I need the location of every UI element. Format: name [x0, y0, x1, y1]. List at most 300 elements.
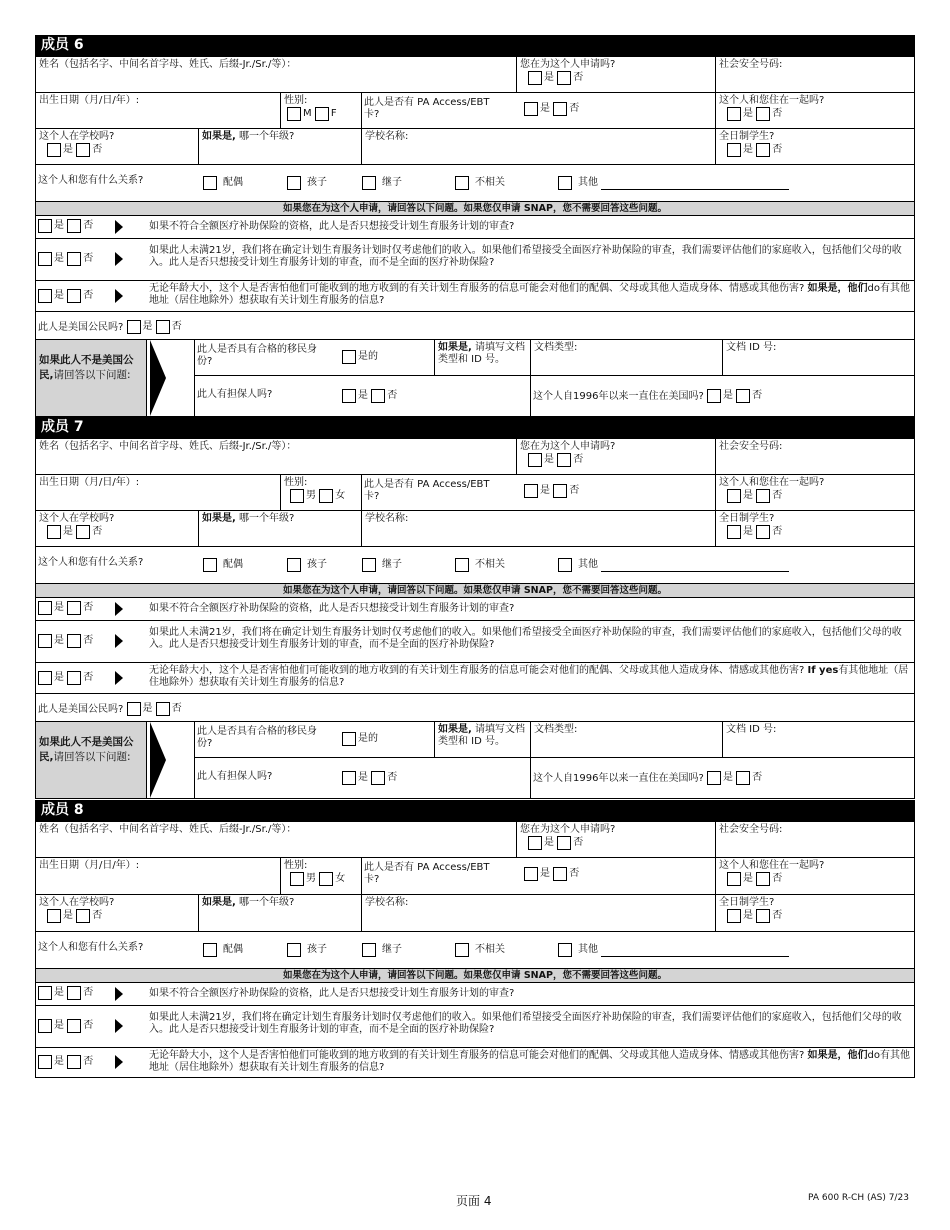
non-citizen-text: 请回答以下问题:	[53, 751, 131, 763]
lives-with-label: 这个人和您住在一起吗?	[719, 860, 825, 871]
q1-no-checkbox[interactable]	[67, 601, 81, 615]
sponsor-no-checkbox[interactable]	[371, 771, 385, 785]
gender-field	[280, 474, 362, 511]
in-school-label: 这个人在学校吗?	[39, 513, 115, 524]
rel-other-input[interactable]	[601, 947, 789, 957]
rel-other-checkbox[interactable]	[558, 943, 572, 957]
in-school-yes-checkbox[interactable]	[47, 525, 61, 539]
gender-f-checkbox[interactable]	[319, 872, 333, 886]
yes-label: 是	[63, 144, 73, 155]
name-field[interactable]	[35, 821, 517, 858]
q3-text: 无论年龄大小，这个人是否害怕他们可能收到的地方收到的有关计划生育服务的信息可能会对他们的配偶、父母或其他人造成身体、情感或其他伤害?	[149, 283, 805, 294]
since1996-yes-checkbox[interactable]	[707, 771, 721, 785]
ssn-field[interactable]	[715, 56, 915, 93]
rel-unrelated-checkbox[interactable]	[455, 176, 469, 190]
rel-unrelated-checkbox[interactable]	[455, 558, 469, 572]
in-school-no-checkbox[interactable]	[76, 525, 90, 539]
no-label: 否	[772, 526, 783, 537]
ebt-no-checkbox[interactable]	[553, 484, 567, 498]
citizen-row	[35, 693, 915, 722]
q3-row	[35, 1047, 915, 1078]
ebt-label: 此人是否有 PA Access/EBT 卡?	[364, 479, 490, 502]
rel-stepchild-label: 继子	[382, 944, 402, 955]
applying-field	[516, 56, 716, 93]
yes-label: 是	[54, 253, 64, 264]
grade-label: 哪一个年级?	[235, 513, 295, 524]
non-citizen-bold: 如果此人不是美国公民,	[39, 354, 134, 381]
no-label: 否	[772, 108, 783, 119]
no-label: 否	[772, 873, 783, 884]
rel-child-checkbox[interactable]	[287, 558, 301, 572]
citizen-label: 此人是美国公民吗?	[38, 322, 124, 333]
rel-spouse-checkbox[interactable]	[203, 176, 217, 190]
lives-with-no-checkbox[interactable]	[756, 107, 770, 121]
rel-child-label: 孩子	[307, 559, 327, 570]
member-7-section	[35, 417, 915, 799]
applying-label: 您在为这个人申请吗?	[520, 824, 616, 835]
yes-label: 是	[743, 526, 753, 537]
q2-text: 如果此人未满21岁，我们将在确定计划生育服务计划时仅考虑他们的收入。如果他们希望接受全面医疗补助保险的审查，我们需要评估他们的家庭收入，包括他们父母的收入。此人是否只想接受计划生育服务计划的审查，而不是全面的医疗补助保险?	[149, 245, 902, 268]
yes-label: 是	[142, 703, 153, 714]
citizen-row	[35, 311, 915, 340]
applying-field	[516, 438, 716, 475]
citizen-yes-checkbox[interactable]	[127, 320, 141, 334]
q1-row	[35, 597, 915, 621]
sponsor-label: 此人有担保人吗?	[197, 389, 273, 400]
q2-row	[35, 1005, 915, 1048]
gender-m-checkbox[interactable]	[287, 107, 301, 121]
rel-other-checkbox[interactable]	[558, 558, 572, 572]
ebt-yes-checkbox[interactable]	[524, 484, 538, 498]
q2-row	[35, 620, 915, 663]
q3-bold: 如果是，他们	[807, 283, 868, 294]
ebt-yes-checkbox[interactable]	[524, 102, 538, 116]
doc-bold: 如果是,	[438, 724, 472, 735]
q3-yes-checkbox[interactable]	[38, 1055, 52, 1069]
dob-label: 出生日期（月/日/年）:	[39, 860, 140, 871]
yes-label: 是	[743, 910, 753, 921]
lives-with-yes-checkbox[interactable]	[727, 872, 741, 886]
full-time-no-checkbox[interactable]	[756, 525, 770, 539]
gender-m-checkbox[interactable]	[290, 489, 304, 503]
immigrant-yes-checkbox[interactable]	[342, 350, 356, 364]
no-label: 否	[83, 987, 94, 998]
in-school-label: 这个人在学校吗?	[39, 897, 115, 908]
arrow-icon	[115, 987, 123, 1001]
no-label: 否	[573, 837, 584, 848]
citizen-no-checkbox[interactable]	[156, 320, 170, 334]
rel-stepchild-checkbox[interactable]	[362, 943, 376, 957]
full-time-yes-checkbox[interactable]	[727, 909, 741, 923]
sponsor-field	[194, 375, 531, 417]
dob-field[interactable]	[35, 857, 281, 895]
q3-yes-checkbox[interactable]	[38, 671, 52, 685]
immigrant-yes-checkbox[interactable]	[342, 732, 356, 746]
school-name-field[interactable]	[361, 128, 716, 165]
applying-field	[516, 821, 716, 858]
rel-unrelated-checkbox[interactable]	[455, 943, 469, 957]
grade-field[interactable]	[198, 510, 362, 547]
yes-label: 是	[54, 672, 64, 683]
q2-text: 如果此人未满21岁，我们将在确定计划生育服务计划时仅考虑他们的收入。如果他们希望接受全面医疗补助保险的审查，我们需要评估他们的家庭收入，包括他们父母的收入。此人是否只想接受计划生育服务计划的审查，而不是全面的医疗补助保险?	[149, 1012, 902, 1035]
no-label: 否	[83, 290, 94, 301]
q2-no-checkbox[interactable]	[67, 634, 81, 648]
grade-label-bold: 如果是,	[202, 897, 236, 908]
in-school-no-checkbox[interactable]	[76, 909, 90, 923]
lives-with-no-checkbox[interactable]	[756, 872, 770, 886]
gender-m-label: M	[303, 108, 312, 119]
full-time-field	[715, 510, 915, 547]
arrow-icon	[115, 671, 123, 685]
rel-other-label: 其他	[578, 944, 598, 955]
yes-label: 是	[722, 772, 733, 783]
arrow-icon	[115, 634, 123, 648]
no-label: 否	[772, 910, 783, 921]
q1-no-checkbox[interactable]	[67, 986, 81, 1000]
form-id: PA 600 R-CH (AS) 7/23	[808, 1193, 909, 1203]
since1996-yes-checkbox[interactable]	[707, 389, 721, 403]
grade-field[interactable]	[198, 894, 362, 932]
big-arrow-icon	[150, 340, 166, 416]
gender-label: 性别:	[284, 95, 308, 106]
yes-label: 是	[54, 290, 64, 301]
grade-label-bold: 如果是,	[202, 513, 236, 524]
citizen-yes-checkbox[interactable]	[127, 702, 141, 716]
rel-other-input[interactable]	[601, 562, 789, 572]
member-8-title: 成员 8	[35, 800, 915, 821]
yes-label: 是	[63, 910, 73, 921]
q1-yes-checkbox[interactable]	[38, 219, 52, 233]
non-citizen-box	[35, 721, 147, 799]
no-label: 否	[772, 144, 783, 155]
immigrant-label: 此人是否具有合格的移民身份?	[197, 726, 317, 749]
ebt-yes-checkbox[interactable]	[524, 867, 538, 881]
rel-other-checkbox[interactable]	[558, 176, 572, 190]
no-label: 否	[772, 490, 783, 501]
rel-child-label: 孩子	[307, 944, 327, 955]
doc-instruction-text: 请填写文档类型和 ID 号。	[438, 724, 525, 747]
rel-spouse-label: 配偶	[223, 559, 243, 570]
since1996-no-checkbox[interactable]	[736, 389, 750, 403]
citizen-no-checkbox[interactable]	[156, 702, 170, 716]
q3-no-checkbox[interactable]	[67, 1055, 81, 1069]
rel-stepchild-checkbox[interactable]	[362, 176, 376, 190]
grade-field[interactable]	[198, 128, 362, 165]
since1996-label: 这个人自1996年以来一直住在美国吗?	[533, 391, 704, 402]
gender-m-label: 男	[306, 490, 316, 501]
in-school-label: 这个人在学校吗?	[39, 131, 115, 142]
yes-label: 是	[54, 602, 64, 613]
member-7-title: 成员 7	[35, 417, 915, 438]
school-name-field[interactable]	[361, 894, 716, 932]
q1-no-checkbox[interactable]	[67, 219, 81, 233]
gender-label: 性别:	[284, 477, 308, 488]
lives-with-label: 这个人和您住在一起吗?	[719, 477, 825, 488]
relationship-label: 这个人和您有什么关系?	[38, 557, 144, 568]
no-label: 否	[83, 220, 94, 231]
arrow-icon	[115, 1019, 123, 1033]
immigrant-yes-label: 是的	[358, 351, 378, 362]
q3-no-checkbox[interactable]	[67, 289, 81, 303]
yes-label: 是	[358, 390, 368, 401]
immigrant-field	[194, 721, 435, 758]
gender-m-checkbox[interactable]	[290, 872, 304, 886]
school-name-field[interactable]	[361, 510, 716, 547]
yes-label: 是	[743, 490, 753, 501]
grade-label: 哪一个年级?	[235, 897, 295, 908]
full-time-field	[715, 128, 915, 165]
dob-label: 出生日期（月/日/年）:	[39, 477, 140, 488]
rel-child-label: 孩子	[307, 177, 327, 188]
ssn-field[interactable]	[715, 821, 915, 858]
gender-f-label: 女	[335, 873, 346, 884]
doc-id-label: 文档 ID 号:	[726, 724, 777, 735]
q1-text: 如果不符合全额医疗补助保险的资格，此人是否只想接受计划生育服务计划的审查?	[149, 221, 515, 232]
applying-yes-checkbox[interactable]	[528, 71, 542, 85]
lives-with-label: 这个人和您住在一起吗?	[719, 95, 825, 106]
no-label: 否	[92, 526, 103, 537]
yes-label: 是	[743, 144, 753, 155]
applying-yes-checkbox[interactable]	[528, 453, 542, 467]
no-label: 否	[387, 390, 398, 401]
doc-id-label: 文档 ID 号:	[726, 342, 777, 353]
ebt-field	[361, 857, 716, 895]
q1-text: 如果不符合全额医疗补助保险的资格，此人是否只想接受计划生育服务计划的审查?	[149, 603, 515, 614]
full-time-field	[715, 894, 915, 932]
full-time-label: 全日制学生?	[719, 513, 775, 524]
rel-spouse-label: 配偶	[223, 944, 243, 955]
no-label: 否	[92, 910, 103, 921]
q3-text: 无论年龄大小，这个人是否害怕他们可能收到的地方收到的有关计划生育服务的信息可能会对他们的配偶、父母或其他人造成身体、情感或其他伤害?	[149, 665, 805, 676]
sponsor-no-checkbox[interactable]	[371, 389, 385, 403]
ebt-no-checkbox[interactable]	[553, 867, 567, 881]
in-school-yes-checkbox[interactable]	[47, 909, 61, 923]
q1-yes-checkbox[interactable]	[38, 986, 52, 1000]
rel-other-label: 其他	[578, 559, 598, 570]
yes-label: 是	[358, 772, 368, 783]
name-label: 姓名（包括名字、中间名首字母、姓氏、后缀-Jr./Sr./等）：	[39, 441, 297, 452]
no-label: 否	[569, 868, 580, 879]
doc-instruction	[434, 721, 531, 758]
no-label: 否	[569, 103, 580, 114]
no-label: 否	[752, 772, 763, 783]
dob-field[interactable]	[35, 92, 281, 129]
dob-label: 出生日期（月/日/年）:	[39, 95, 140, 106]
in-school-field	[35, 894, 199, 932]
full-time-label: 全日制学生?	[719, 897, 775, 908]
q3-tail: do有其他地址（居住地除外）想获取有关计划生育服务的信息?	[149, 1050, 910, 1073]
q2-yes-checkbox[interactable]	[38, 1019, 52, 1033]
rel-child-checkbox[interactable]	[287, 943, 301, 957]
yes-label: 是	[722, 390, 733, 401]
doc-id-field[interactable]	[722, 721, 915, 758]
yes-label: 是	[54, 1056, 64, 1067]
lives-with-yes-checkbox[interactable]	[727, 489, 741, 503]
full-time-no-checkbox[interactable]	[756, 143, 770, 157]
yes-label: 是	[540, 103, 550, 114]
applying-label: 您在为这个人申请吗?	[520, 59, 616, 70]
name-label: 姓名（包括名字、中间名首字母、姓氏、后缀-Jr./Sr./等）：	[39, 59, 297, 70]
school-name-label: 学校名称:	[365, 131, 409, 142]
gender-label: 性别:	[284, 860, 308, 871]
snap-banner: 如果您在为这个人申请，请回答以下问题。如果您仅申请 SNAP，您不需要回答这些问题。	[35, 201, 915, 216]
relationship-label: 这个人和您有什么关系?	[38, 942, 144, 953]
arrow-box	[146, 721, 195, 799]
ebt-label: 此人是否有 PA Access/EBT 卡?	[364, 97, 490, 120]
yes-label: 是	[743, 108, 753, 119]
gender-field	[280, 857, 362, 895]
yes-label: 是	[540, 868, 550, 879]
no-label: 否	[83, 672, 94, 683]
name-field[interactable]	[35, 438, 517, 475]
gender-f-checkbox[interactable]	[315, 107, 329, 121]
in-school-field	[35, 128, 199, 165]
rel-spouse-checkbox[interactable]	[203, 943, 217, 957]
immigrant-label: 此人是否具有合格的移民身份?	[197, 344, 317, 367]
since1996-no-checkbox[interactable]	[736, 771, 750, 785]
snap-banner: 如果您在为这个人申请，请回答以下问题。如果您仅申请 SNAP，您不需要回答这些问题。	[35, 583, 915, 598]
yes-label: 是	[544, 837, 554, 848]
rel-stepchild-label: 继子	[382, 177, 402, 188]
applying-yes-checkbox[interactable]	[528, 836, 542, 850]
rel-unrelated-label: 不相关	[475, 559, 505, 570]
lives-with-field	[715, 92, 915, 129]
q3-yes-checkbox[interactable]	[38, 289, 52, 303]
member-6-title: 成员 6	[35, 35, 915, 56]
no-label: 否	[171, 321, 182, 332]
q3-row	[35, 280, 915, 312]
relationship-row	[35, 546, 915, 584]
full-time-yes-checkbox[interactable]	[727, 525, 741, 539]
no-label: 否	[83, 1020, 94, 1031]
applying-no-checkbox[interactable]	[557, 71, 571, 85]
yes-label: 是	[54, 220, 64, 231]
q3-tail: do有其他地址（居住地除外）想获取有关计划生育服务的信息?	[149, 283, 910, 306]
rel-unrelated-label: 不相关	[475, 177, 505, 188]
doc-instruction-text: 请填写文档类型和 ID 号。	[438, 342, 525, 365]
doc-type-field[interactable]	[530, 721, 723, 758]
q3-no-checkbox[interactable]	[67, 671, 81, 685]
arrow-icon	[115, 220, 123, 234]
snap-banner: 如果您在为这个人申请，请回答以下问题。如果您仅申请 SNAP，您不需要回答这些问题。	[35, 968, 915, 983]
doc-type-label: 文档类型:	[534, 342, 578, 353]
ebt-label: 此人是否有 PA Access/EBT 卡?	[364, 862, 490, 885]
lives-with-yes-checkbox[interactable]	[727, 107, 741, 121]
q2-text: 如果此人未满21岁，我们将在确定计划生育服务计划时仅考虑他们的收入。如果他们希望接受全面医疗补助保险的审查，我们需要评估他们的家庭收入，包括他们父母的收入。此人是否只想接受计划生育服务计划的审查，而不是全面的医疗补助保险?	[149, 627, 902, 650]
rel-spouse-checkbox[interactable]	[203, 558, 217, 572]
no-label: 否	[573, 454, 584, 465]
arrow-box	[146, 339, 195, 417]
ssn-label: 社会安全号码:	[719, 824, 783, 835]
big-arrow-icon	[150, 722, 166, 798]
q2-row	[35, 238, 915, 281]
gender-f-label: F	[330, 108, 337, 119]
no-label: 否	[171, 703, 182, 714]
gender-f-label: 女	[335, 490, 346, 501]
grade-label-bold: 如果是,	[202, 131, 236, 142]
no-label: 否	[569, 485, 580, 496]
q3-tail: 有其他地址（居住地除外）想获取有关计划生育服务的信息?	[149, 665, 909, 688]
gender-field	[280, 92, 362, 129]
name-field[interactable]	[35, 56, 517, 93]
arrow-icon	[115, 602, 123, 616]
ebt-no-checkbox[interactable]	[553, 102, 567, 116]
rel-stepchild-label: 继子	[382, 559, 402, 570]
rel-other-input[interactable]	[601, 180, 789, 190]
in-school-field	[35, 510, 199, 547]
gender-f-checkbox[interactable]	[319, 489, 333, 503]
ssn-label: 社会安全号码:	[719, 441, 783, 452]
school-name-label: 学校名称:	[365, 897, 409, 908]
yes-label: 是	[54, 1020, 64, 1031]
doc-type-label: 文档类型:	[534, 724, 578, 735]
q2-yes-checkbox[interactable]	[38, 252, 52, 266]
ssn-field[interactable]	[715, 438, 915, 475]
yes-label: 是	[54, 987, 64, 998]
doc-type-field[interactable]	[530, 339, 723, 376]
applying-no-checkbox[interactable]	[557, 836, 571, 850]
ebt-field	[361, 474, 716, 511]
sponsor-field	[194, 757, 531, 799]
q3-bold: If yes	[807, 665, 839, 676]
lives-with-no-checkbox[interactable]	[756, 489, 770, 503]
sponsor-yes-checkbox[interactable]	[342, 389, 356, 403]
member-8-section	[35, 800, 915, 1078]
q1-row	[35, 982, 915, 1006]
in-school-yes-checkbox[interactable]	[47, 143, 61, 157]
q2-no-checkbox[interactable]	[67, 252, 81, 266]
q2-no-checkbox[interactable]	[67, 1019, 81, 1033]
in-school-no-checkbox[interactable]	[76, 143, 90, 157]
full-time-no-checkbox[interactable]	[756, 909, 770, 923]
applying-no-checkbox[interactable]	[557, 453, 571, 467]
grade-label: 哪一个年级?	[235, 131, 295, 142]
yes-label: 是	[540, 485, 550, 496]
relationship-row	[35, 164, 915, 202]
rel-child-checkbox[interactable]	[287, 176, 301, 190]
page-number: 页面 4	[456, 1194, 492, 1208]
yes-label: 是	[544, 72, 554, 83]
full-time-label: 全日制学生?	[719, 131, 775, 142]
no-label: 否	[387, 772, 398, 783]
no-label: 否	[92, 144, 103, 155]
relationship-label: 这个人和您有什么关系?	[38, 175, 144, 186]
full-time-yes-checkbox[interactable]	[727, 143, 741, 157]
q2-yes-checkbox[interactable]	[38, 634, 52, 648]
no-label: 否	[752, 390, 763, 401]
since1996-field	[530, 757, 915, 799]
q3-row	[35, 662, 915, 694]
q1-yes-checkbox[interactable]	[38, 601, 52, 615]
rel-stepchild-checkbox[interactable]	[362, 558, 376, 572]
citizen-label: 此人是美国公民吗?	[38, 704, 124, 715]
yes-label: 是	[54, 635, 64, 646]
dob-field[interactable]	[35, 474, 281, 511]
non-citizen-bold: 如果此人不是美国公民,	[39, 736, 134, 763]
gender-m-label: 男	[306, 873, 316, 884]
yes-label: 是	[544, 454, 554, 465]
rel-spouse-label: 配偶	[223, 177, 243, 188]
rel-other-label: 其他	[578, 177, 598, 188]
immigrant-yes-label: 是的	[358, 733, 378, 744]
yes-label: 是	[142, 321, 153, 332]
no-label: 否	[83, 253, 94, 264]
sponsor-yes-checkbox[interactable]	[342, 771, 356, 785]
immigrant-field	[194, 339, 435, 376]
doc-id-field[interactable]	[722, 339, 915, 376]
non-citizen-box	[35, 339, 147, 417]
lives-with-field	[715, 474, 915, 511]
